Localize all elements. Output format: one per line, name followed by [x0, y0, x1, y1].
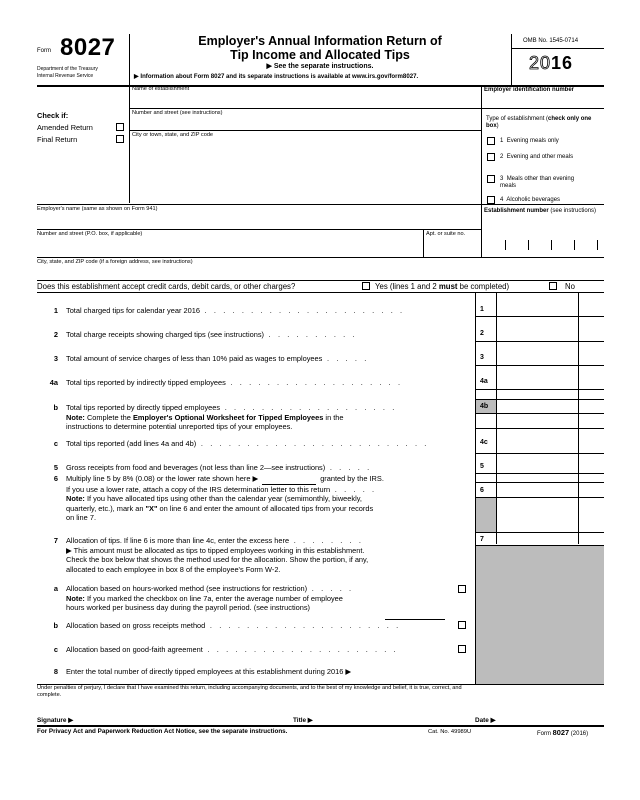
line-4b-text: Total tips reported by directly tipped employees . . . . . . . . . . . . . . . . . . . Note: Complete the Employer's Optional Worksheet for Tipped Employees in the instructions to determine potential unreported tips of your employees. — [66, 403, 397, 432]
credit-card-no-label: No — [565, 282, 575, 291]
box-label-7: 7 — [480, 536, 484, 543]
line-4c-amount[interactable] — [498, 429, 577, 452]
line-7a-hours-field[interactable] — [385, 611, 445, 620]
footer-form-id: Form 8027 (2016) — [537, 728, 589, 737]
date-label: Date ▶ — [475, 717, 496, 724]
employer-city-label: City, state, and ZIP code (if a foreign address, see instructions) — [37, 259, 193, 265]
apt-suite-label: Apt. or suite no. — [426, 231, 466, 237]
type-1-checkbox[interactable] — [487, 137, 495, 145]
employer-street-field[interactable] — [37, 238, 421, 254]
line-8-number: 8 — [53, 667, 58, 676]
line-7c-text: Allocation based on good-faith agreement . . . . . . . . . . . . . . . . . . . . . — [66, 645, 399, 654]
line-7-text: Allocation of tips. If line 6 is more than line 4c, enter the excess here . . . . . . . . ▶ This amount must be allocated as tips to tipped employees working in this establishment. Check the box below that shows the method used for the allocation. Show the portion, if any, allocated to each employee in box 8 of the employee's Form W-2. — [66, 536, 369, 574]
establishment-street-label: Number and street (see instructions) — [132, 110, 223, 116]
line-1-text: Total charged tips for calendar year 2016 . . . . . . . . . . . . . . . . . . . . . . — [66, 306, 405, 315]
employer-name-field[interactable] — [37, 214, 479, 228]
final-return-checkbox[interactable] — [116, 135, 124, 143]
date-field[interactable] — [503, 712, 603, 724]
ein-field[interactable] — [484, 95, 602, 107]
line-7b-number: b — [53, 621, 58, 630]
line-6-amount[interactable] — [498, 483, 577, 496]
type-3-checkbox[interactable] — [487, 175, 495, 183]
type-1-label: 1 Evening meals only — [500, 138, 559, 144]
final-return-label: Final Return — [37, 135, 78, 144]
establishment-name-label: Name of establishment — [132, 86, 190, 92]
title-label: Title ▶ — [293, 717, 313, 724]
line-7c-checkbox[interactable] — [458, 645, 466, 653]
privacy-notice: For Privacy Act and Paperwork Reduction Act Notice, see the separate instructions. — [37, 728, 288, 735]
info-line: ▶ Information about Form 8027 and its separate instructions is available at www.irs.gov/form8027. — [134, 73, 419, 80]
box-label-3: 3 — [480, 354, 484, 361]
line-4a-text: Total tips reported by indirectly tipped employees . . . . . . . . . . . . . . . . . . . — [66, 378, 403, 387]
form-word: Form — [37, 48, 51, 54]
box-label-4b: 4b — [480, 403, 489, 410]
amended-return-label: Amended Return — [37, 123, 93, 132]
shaded-6-7-gap — [476, 498, 496, 532]
type-2-label: 2 Evening and other meals — [500, 154, 574, 160]
apt-suite-field[interactable] — [426, 238, 480, 254]
line-3-text: Total amount of service charges of less than 10% paid as wages to employees . . . . . — [66, 354, 369, 363]
catalog-number: Cat. No. 49989U — [428, 729, 472, 735]
form-number: 8027 — [60, 34, 116, 61]
establishment-type-label: Type of establishment (check only one box) — [486, 116, 592, 129]
box-label-5: 5 — [480, 463, 484, 470]
shaded-7abc-area — [476, 546, 604, 684]
line-3-number: 3 — [53, 354, 58, 363]
tax-year: 2016 — [529, 53, 574, 73]
title-field[interactable] — [320, 712, 470, 724]
credit-card-no-checkbox[interactable] — [549, 282, 557, 290]
line-7a-text: Allocation based on hours-worked method (see instructions for restriction) . . . . . Note: If you marked the checkbox on line 7a, enter the average number of employee hours worked per business day during the payroll period. (see instructions) — [66, 584, 354, 613]
form-title-line1: Employer's Annual Information Return of — [198, 34, 442, 48]
establishment-number-field[interactable] — [484, 236, 602, 256]
employer-name-label: Employer's name (same as shown on Form 941) — [37, 206, 158, 212]
line-4c-text: Total tips reported (add lines 4a and 4b) . . . . . . . . . . . . . . . . . . . . . . . . . — [66, 439, 429, 448]
box-label-6: 6 — [480, 487, 484, 494]
line-2-text: Total charge receipts showing charged tips (see instructions) . . . . . . . . . . — [66, 330, 358, 339]
line-2-amount[interactable] — [498, 318, 577, 340]
type-3-label: 3 Meals other than evening meals — [500, 176, 575, 189]
line-5-text: Gross receipts from food and beverages (not less than line 2—see instructions) . . . . . — [66, 463, 372, 472]
line-8-text: Enter the total number of directly tipped employees at this establishment during 2016 ▶ — [66, 667, 352, 676]
line-7-number: 7 — [53, 536, 58, 545]
see-instructions: ▶ See the separate instructions. — [266, 63, 374, 70]
lower-rate-field[interactable] — [262, 474, 316, 485]
form-title-line2: Tip Income and Allocated Tips — [230, 48, 410, 62]
employer-city-field[interactable] — [37, 266, 602, 278]
credit-card-question: Does this establishment accept credit cards, debit cards, or other charges? — [37, 282, 296, 291]
amended-return-checkbox[interactable] — [116, 123, 124, 131]
line-7a-checkbox[interactable] — [458, 585, 466, 593]
box-label-4a: 4a — [480, 378, 488, 385]
line-3-amount[interactable] — [498, 342, 577, 364]
line-5-amount[interactable] — [498, 454, 577, 472]
box-label-1: 1 — [480, 306, 484, 313]
line-4a-number: 4a — [49, 378, 58, 387]
credit-card-yes-label: Yes (lines 1 and 2 must be completed) — [375, 282, 510, 291]
line-4b-amount[interactable] — [498, 390, 577, 412]
line-7a-number: a — [53, 584, 58, 593]
line-7b-checkbox[interactable] — [458, 621, 466, 629]
employer-street-label: Number and street (P.O. box, if applicable) — [37, 231, 143, 237]
line-7b-text: Allocation based on gross receipts method . . . . . . . . . . . . . . . . . . . . . — [66, 621, 401, 630]
line-1-number: 1 — [53, 306, 58, 315]
box-label-2: 2 — [480, 330, 484, 337]
check-if-label: Check if: — [37, 111, 69, 120]
ein-label: Employer identification number — [484, 87, 575, 93]
line-4c-number: c — [53, 439, 58, 448]
type-4-label: 4 Alcoholic beverages — [500, 197, 561, 203]
line-7-amount[interactable] — [498, 533, 577, 544]
line-4b-number: b — [53, 403, 58, 412]
line-2-number: 2 — [53, 330, 58, 339]
line-5-number: 5 — [53, 463, 58, 472]
establishment-number-label: Establishment number (see instructions) — [484, 208, 597, 214]
establishment-city-field[interactable] — [132, 140, 480, 202]
establishment-city-label: City or town, state, and ZIP code — [132, 132, 214, 138]
line-6-number: 6 — [53, 474, 58, 483]
dept-line1: Department of the Treasury — [37, 66, 98, 72]
line-1-amount[interactable] — [498, 293, 577, 315]
line-7c-number: c — [53, 645, 58, 654]
establishment-name-field[interactable] — [132, 93, 480, 107]
line-6-text: Multiply line 5 by 8% (0.08) or the lower rate shown here ▶ granted by the IRS. If you use a lower rate, attach a copy of the IRS determination letter to this return . . . . . Note: If you have allocated tips using other than the calendar year (semimonthly, biweekly, quarterly, etc.), mark an "X" on line 6 and enter the amount of allocated tips from your records on line 7. — [66, 474, 384, 523]
type-2-checkbox[interactable] — [487, 153, 495, 161]
omb-number: OMB No. 1545-0714 — [523, 38, 579, 44]
credit-card-yes-checkbox[interactable] — [362, 282, 370, 290]
box-label-4c: 4c — [480, 439, 488, 446]
line-4a-amount[interactable] — [498, 366, 577, 388]
line-8-employee-count-field[interactable] — [450, 666, 474, 678]
perjury-statement: Under penalties of perjury, I declare that I have examined this return, including accompanying documents, and to the best of my knowledge and belief, it is true, correct, and complete. — [37, 685, 462, 698]
type-4-checkbox[interactable] — [487, 196, 495, 204]
establishment-street-field[interactable] — [132, 117, 480, 129]
signature-field[interactable] — [80, 712, 290, 724]
signature-label: Signature ▶ — [37, 717, 74, 724]
dept-line2: Internal Revenue Service — [37, 73, 94, 79]
